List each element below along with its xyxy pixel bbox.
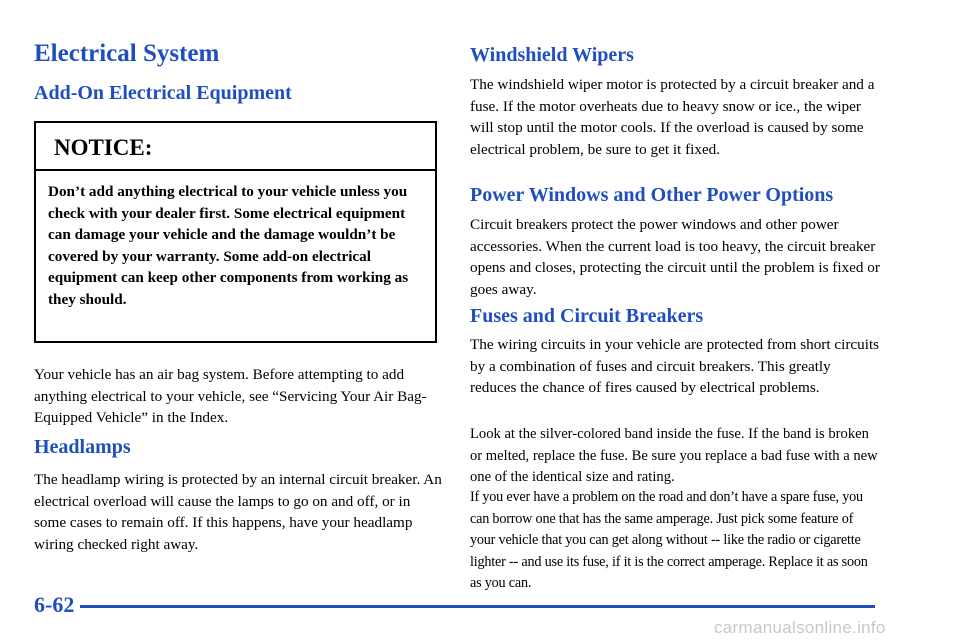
notice-box — [34, 121, 437, 343]
notice-text: Don’t add anything electrical to your vehicle unless you check with your dealer first. Some electrical equipment can damage your vehicle and the damage wouldn’t be covered by your warranty. Some add-on electrical equipment can keep other components from working as they should. — [48, 183, 409, 308]
fuses-paragraph-3: If you ever have a problem on the road and don’t have a spare fuse, you can borrow one that has the same amperage. Just pick some feature of your vehicle that you can get along without -- like the radio or cigarette lighter -- and use its fuse, if it is the correct amperage. Replace it as soon as you can. — [470, 489, 868, 591]
fuses-paragraph-2: Look at the silver-colored band inside the fuse. If the band is broken or melted, replace the fuse. Be sure you replace a bad fuse with a new one of the identical size and rating. — [470, 426, 878, 485]
watermark-text: carmanualsonline.info — [714, 618, 886, 637]
section-heading-addon: Add-On Electrical Equipment — [34, 82, 292, 104]
section-heading-wipers: Windshield Wipers — [470, 44, 634, 66]
page-number: 6-62 — [34, 592, 75, 617]
headlamps-paragraph: The headlamp wiring is protected by an internal circuit breaker. An electrical overload will cause the lamps to go on and off, or in some cases to remain off. If this happens, have your headlamp wiring checked right away. — [34, 471, 442, 553]
airbag-paragraph: Your vehicle has an air bag system. Before attempting to add anything electrical to your vehicle, see “Servicing Your Air Bag-Equipped Vehicle” in the Index. — [34, 366, 427, 426]
page-title: Electrical System — [34, 40, 220, 67]
section-heading-fuses: Fuses and Circuit Breakers — [470, 305, 704, 327]
notice-title: NOTICE: — [36, 123, 435, 171]
section-heading-power: Power Windows and Other Power Options — [470, 184, 834, 206]
wipers-paragraph: The windshield wiper motor is protected by a circuit breaker and a fuse. If the motor overheats due to heavy snow or ice., the wiper will stop until the motor cools. If the overload is caused by some electrical problem, be sure to get it fixed. — [470, 76, 875, 158]
power-paragraph: Circuit breakers protect the power windows and other power accessories. When the current load is too heavy, the circuit breaker opens and closes, protecting the circuit until the problem is fixed or goes away. — [470, 216, 880, 298]
fuses-paragraph-1: The wiring circuits in your vehicle are protected from short circuits by a combination of fuses and circuit breakers. This greatly reduces the chance of fires caused by electrical problems. — [470, 336, 880, 396]
footer-rule — [80, 605, 875, 608]
section-heading-headlamps: Headlamps — [34, 436, 131, 458]
